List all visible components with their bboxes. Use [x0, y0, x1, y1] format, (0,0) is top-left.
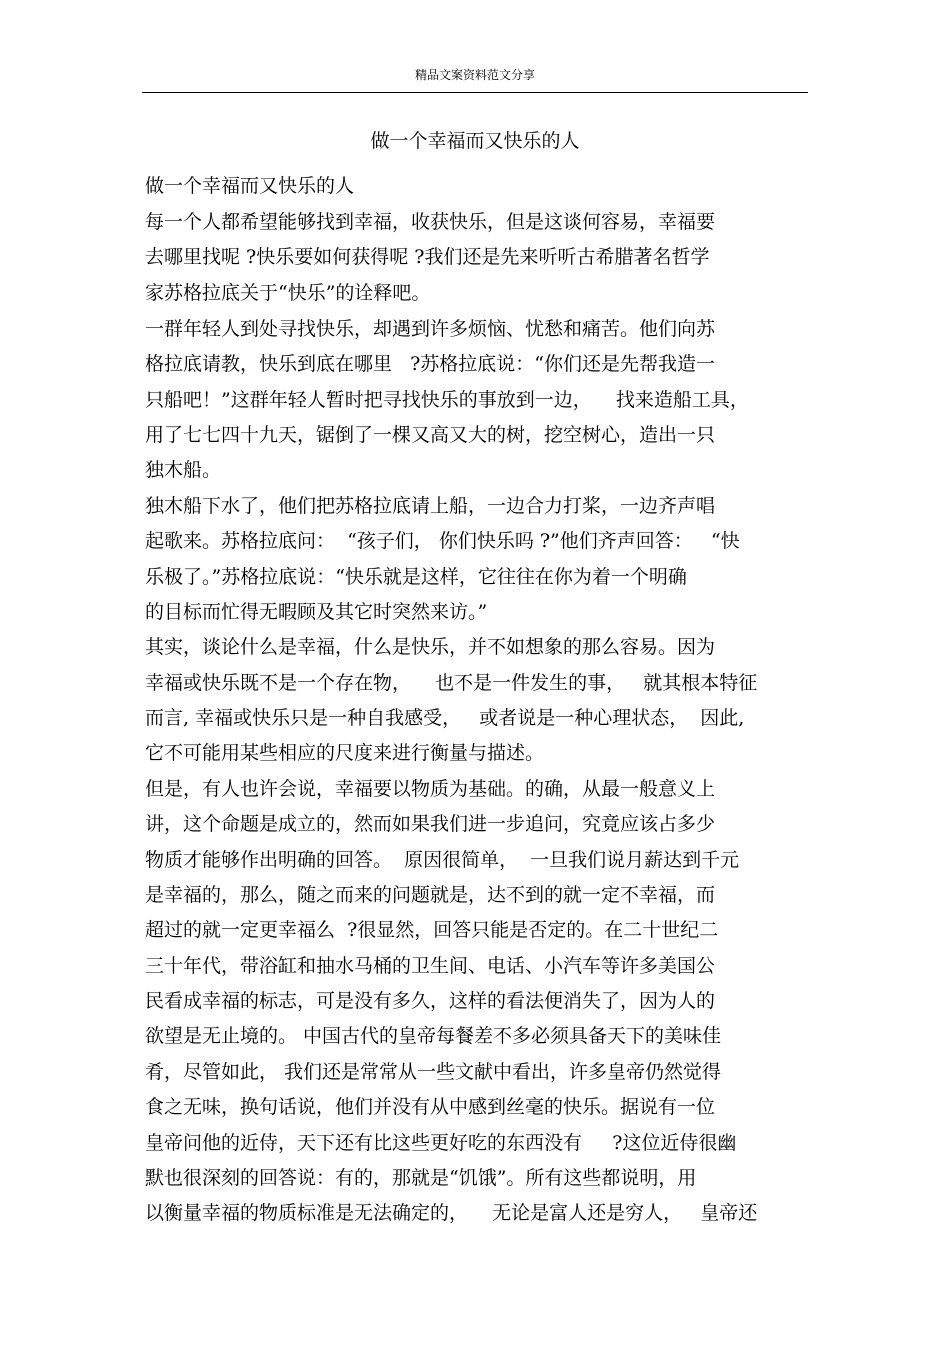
text-line: 乐极了。”苏格拉底说：“快乐就是这样，它往往在你为着一个明确 — [145, 566, 687, 588]
text-line: 民看成幸福的标志，可是没有多久，这样的看法便消失了，因为人的 — [145, 990, 716, 1012]
text-line: 做一个幸福而又快乐的人 — [145, 175, 355, 197]
text-line: 而言, 幸福或快乐只是一种自我感受， 或者说是一种心理状态， 因此, — [145, 707, 745, 729]
text-line: 用了七七四十九天，锯倒了一棵又高又大的树，挖空树心，造出一只 — [145, 424, 716, 446]
text-line: 讲，这个命题是成立的，然而如果我们进一步追问，究竟应该占多少 — [145, 813, 716, 835]
text-line: 默也很深刻的回答说：有的，那就是“饥饿”。所有这些都说明，用 — [145, 1167, 697, 1189]
text-line: 但是，有人也许会说，幸福要以物质为基础。的确，从最一般意义上 — [145, 778, 716, 800]
text-line: 是幸福的，那么，随之而来的问题就是，达不到的就一定不幸福，而 — [145, 884, 716, 906]
text-line: 去哪里找呢 ?快乐要如何获得呢 ?我们还是先来听听古希腊著名哲学 — [145, 246, 710, 268]
text-line: 欲望是无止境的。 中国古代的皇帝每餐差不多必须具备天下的美味佳 — [145, 1025, 722, 1047]
text-line: 的目标而忙得无暇顾及其它时突然来访。” — [145, 601, 488, 623]
text-line: 格拉底请教，快乐到底在哪里 ?苏格拉底说：“你们还是先帮我造一 — [145, 353, 716, 375]
text-line: 一群年轻人到处寻找快乐，却遇到许多烦恼、忧愁和痛苦。他们向苏 — [145, 318, 716, 340]
text-line: 超过的就一定更幸福么 ?很显然，回答只能是否定的。在二十世纪二 — [145, 919, 719, 941]
text-line: 独木船。 — [145, 459, 222, 481]
text-line: 物质才能够作出明确的回答。 原因很简单， 一旦我们说月薪达到千元 — [145, 849, 740, 871]
text-line: 肴，尽管如此， 我们还是常常从一些文献中看出，许多皇帝仍然觉得 — [145, 1061, 722, 1083]
text-line: 三十年代，带浴缸和抽水马桶的卫生间、电话、小汽车等许多美国公 — [145, 955, 716, 977]
text-line: 家苏格拉底关于“快乐”的诠释吧。 — [145, 282, 431, 304]
header-text: 精品文案资料范文分享 — [414, 68, 535, 82]
text-line: 皇帝问他的近侍，天下还有比这些更好吃的东西没有 ?这位近侍很幽 — [145, 1132, 737, 1154]
page-header — [142, 64, 808, 93]
text-line: 它不可能用某些相应的尺度来进行衡量与描述。 — [145, 742, 545, 764]
text-line: 起歌来。苏格拉底问： “孩子们， 你们快乐吗 ?”他们齐声回答： “快 — [145, 530, 740, 552]
text-line: 独木船下水了，他们把苏格拉底请上船，一边合力打桨，一边齐声唱 — [145, 495, 716, 517]
text-line: 以衡量幸福的物质标准是无法确定的， 无论是富人还是穷人， 皇帝还 — [145, 1202, 758, 1224]
text-line: 幸福或快乐既不是一个存在物， 也不是一件发生的事， 就其根本特征 — [145, 672, 758, 694]
document-title: 做一个幸福而又快乐的人 — [370, 130, 580, 152]
text-line: 食之无味，换句话说，他们并没有从中感到丝毫的快乐。据说有一位 — [145, 1096, 716, 1118]
text-line: 只船吧！”这群年轻人暂时把寻找快乐的事放到一边， 找来造船工具， — [145, 389, 749, 411]
text-line: 每一个人都希望能够找到幸福，收获快乐，但是这谈何容易，幸福要 — [145, 211, 716, 233]
text-line: 其实，谈论什么是幸福，什么是快乐，并不如想象的那么容易。因为 — [145, 636, 716, 658]
